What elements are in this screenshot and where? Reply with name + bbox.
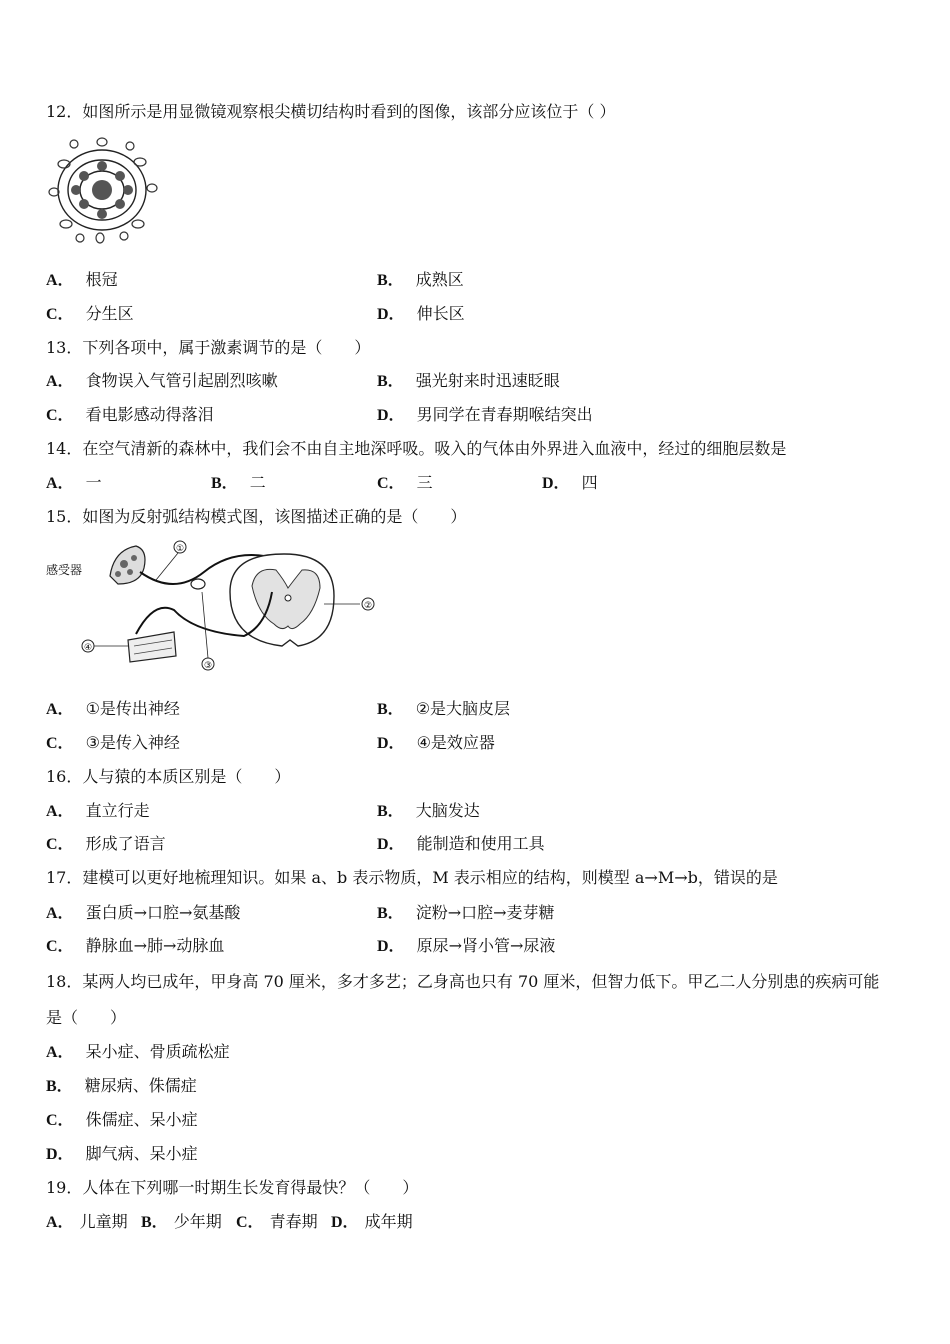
question-16-stem: 16．人与猿的本质区别是（ ）	[46, 767, 291, 786]
option-b[interactable]: B． 成熟区	[377, 270, 464, 289]
option-b[interactable]: B． 大脑发达	[377, 801, 480, 820]
option-b[interactable]: B． 二	[211, 473, 266, 492]
option-d[interactable]: D． 伸长区	[377, 304, 465, 323]
question-18-stem: 18．某两人均已成年，甲身高 70 厘米，多才多艺；乙身高也只有 70 厘米，但智力低下。甲乙二人分别患的疾病可能	[46, 972, 880, 991]
option-b[interactable]: B． 强光射来时迅速眨眼	[377, 371, 560, 390]
option-c[interactable]: C． ③是传入神经	[46, 733, 180, 752]
option-c[interactable]: C． 形成了语言	[46, 834, 166, 853]
option-c[interactable]: C． 分生区	[46, 304, 134, 323]
option-d[interactable]: D． ④是效应器	[377, 733, 495, 752]
option-d[interactable]: D． 成年期	[331, 1212, 413, 1231]
option-a[interactable]: A． 蛋白质→口腔→氨基酸	[46, 903, 241, 922]
option-a[interactable]: A． 食物误入气管引起剧烈咳嗽	[46, 371, 278, 390]
effector-muscle	[128, 632, 176, 662]
root-cross-section-figure	[44, 136, 164, 246]
option-c[interactable]: C． 看电影感动得落泪	[46, 405, 214, 424]
option-a[interactable]: A． ①是传出神经	[46, 699, 180, 718]
receptor-tissue	[110, 546, 145, 584]
question-12-stem: 12．如图所示是用显微镜观察根尖横切结构时看到的图像，该部分应该位于（ ）	[46, 102, 616, 121]
question-15-stem: 15．如图为反射弧结构模式图，该图描述正确的是（ ）	[46, 507, 467, 526]
option-c[interactable]: C． 侏儒症、呆小症	[46, 1110, 198, 1129]
option-c[interactable]: C． 静脉血→肺→动脉血	[46, 936, 225, 955]
option-a[interactable]: A． 一	[46, 473, 102, 492]
label-1: ①	[175, 544, 185, 554]
receptor-label: 感受器	[46, 563, 83, 577]
option-d[interactable]: D． 能制造和使用工具	[377, 834, 545, 853]
option-c[interactable]: C． 三	[377, 473, 433, 492]
question-14-stem: 14．在空气清新的森林中，我们会不由自主地深呼吸。吸入的气体由外界进入血液中，经过的细胞层数是	[46, 439, 787, 458]
spinal-cord	[230, 554, 334, 646]
label-2: ②	[363, 601, 373, 611]
question-18-stem-continued: 是（ ）	[46, 1008, 127, 1027]
option-a[interactable]: A． 儿童期	[46, 1212, 128, 1231]
question-19-stem: 19．人体在下列哪一时期生长发育得最快？（ ）	[46, 1178, 419, 1197]
option-a[interactable]: A． 根冠	[46, 270, 118, 289]
option-a[interactable]: A． 直立行走	[46, 801, 150, 820]
reflex-arc-figure	[44, 536, 384, 676]
option-d[interactable]: D． 四	[542, 473, 598, 492]
option-a[interactable]: A． 呆小症、骨质疏松症	[46, 1042, 230, 1061]
label-4: ④	[83, 643, 93, 653]
option-c[interactable]: C． 青春期	[236, 1212, 318, 1231]
question-13-stem: 13．下列各项中，属于激素调节的是（ ）	[46, 338, 371, 357]
option-b[interactable]: B． 少年期	[141, 1212, 222, 1231]
option-d[interactable]: D． 脚气病、呆小症	[46, 1144, 198, 1163]
option-b[interactable]: B． 淀粉→口腔→麦芽糖	[377, 903, 555, 922]
option-b[interactable]: B． 糖尿病、侏儒症	[46, 1076, 197, 1095]
option-d[interactable]: D． 男同学在青春期喉结突出	[377, 405, 593, 424]
question-17-stem: 17．建模可以更好地梳理知识。如果 a、b 表示物质，M 表示相应的结构，则模型 a→M→b，错误的是	[46, 868, 778, 887]
option-b[interactable]: B． ②是大脑皮层	[377, 699, 511, 718]
label-3: ③	[203, 661, 213, 671]
option-d[interactable]: D． 原尿→肾小管→尿液	[377, 936, 556, 955]
